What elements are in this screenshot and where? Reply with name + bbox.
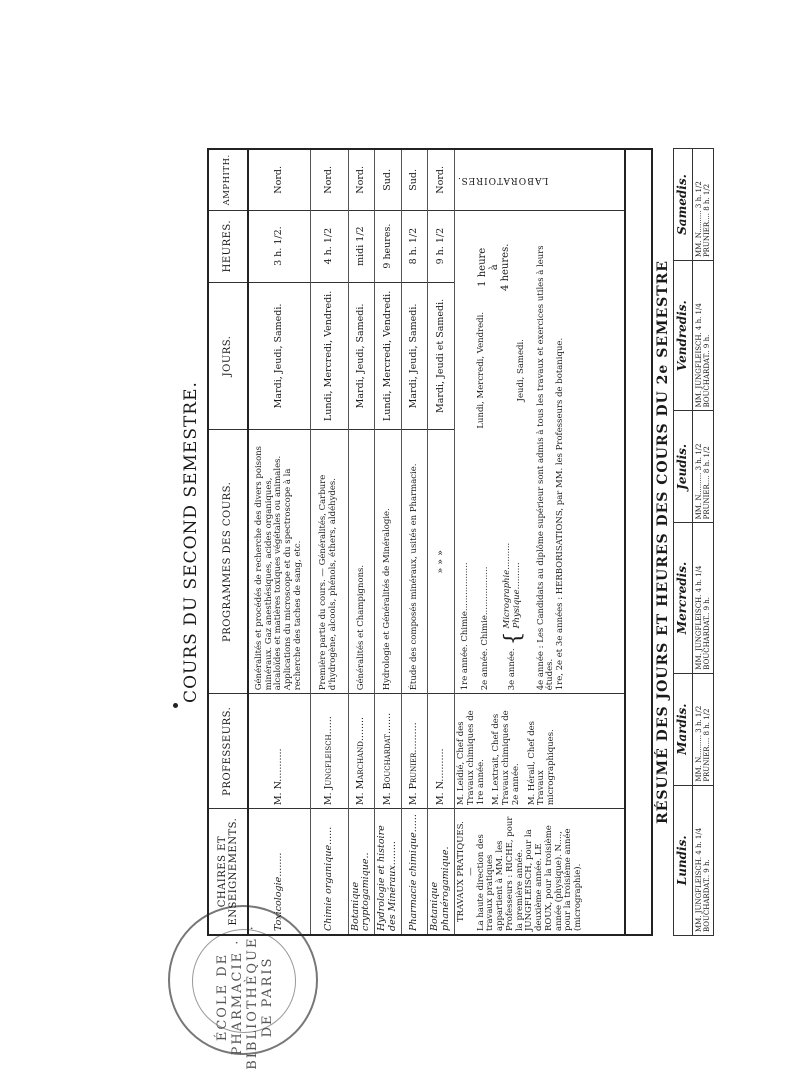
resume-line: MM. N.......... 3 h. 1/2 xyxy=(694,705,703,782)
tp-jours-2: Jeudi, Samedi. xyxy=(515,339,526,402)
tp-program-3b: Physique.......... xyxy=(512,562,523,629)
table-row xyxy=(402,150,428,934)
rotated-schedule xyxy=(175,148,711,936)
cell-chaire: Botanique cryptogamique.. xyxy=(348,809,375,934)
tp-title: TRAVAUX PRATIQUES. xyxy=(456,821,467,922)
resume-subline: PRUNIER.... 8 h. 1/2 xyxy=(702,708,711,782)
cell-programme: » » » xyxy=(428,430,455,694)
table-row xyxy=(428,150,455,934)
resume-cell xyxy=(692,523,713,673)
cell-professeur: M. N........... xyxy=(428,694,455,809)
header-jours: JOURS. xyxy=(209,282,248,430)
day-vendredi: Vendredis. xyxy=(674,261,693,411)
stamp-text: ÉCOLE DE PHARMACIE · BIBLIOTHÈQUE · DE PARIS xyxy=(215,924,275,1070)
cell-programme: Hydrologie et Généralités de Minéralogie. xyxy=(375,430,402,694)
cell-amphith: Nord. xyxy=(348,150,375,210)
resume-line: MM. N.......... 3 h. 1/2 xyxy=(694,181,703,258)
resume-line: MM. N.......... 3 h. 1/2 xyxy=(694,443,703,520)
tp-program-5: 1re, 2e et 3e années : HERBORISATIONS, par MM. les Professeurs de botanique. xyxy=(555,337,566,691)
cell-jours: Lundi, Mercredi, Vendredi. xyxy=(375,282,402,430)
page-title: COURS DU SECOND SEMESTRE. xyxy=(181,381,201,703)
resume-line: MM. JUNGFLEISCH. 4 h. 1/4 xyxy=(694,827,703,932)
resume-subline: BOUCHARDAT.. 9 h. xyxy=(702,334,711,408)
cell-heures: 3 h. 1/2. xyxy=(248,210,310,282)
resume-cell xyxy=(692,673,713,785)
cell-tp-professeurs xyxy=(455,694,625,809)
header-programmes: PROGRAMMES DES COURS. xyxy=(209,430,248,694)
tp-program-1: 1re année. Chimie.................. xyxy=(460,562,471,691)
cell-programme: Généralités et procédés de recherche des divers poisons minéraux. Gaz anesthésiques, acides organiques, alcaloïdes et matières toxiques végétales ou animales. Applications du microscope et du spectroscope à la recherche des taches de sang, etc. xyxy=(248,430,310,694)
cell-tp-amphith xyxy=(455,150,625,210)
tp-prof-1: M. Leidié, Chef des Travaux chimiques de 1re année. xyxy=(456,710,486,806)
table-row xyxy=(248,150,310,934)
cell-heures: 9 h. 1/2 xyxy=(428,210,455,282)
laboratoires-label: LABORATOIRES. xyxy=(457,175,549,186)
tp-program-block xyxy=(457,214,527,691)
cell-jours: Mardi, Jeudi, Samedi. xyxy=(402,282,428,430)
cell-professeur: M. Marchand........ xyxy=(348,694,375,809)
resume-subline: BOUCHARDAT.. 9 h. xyxy=(702,596,711,670)
cell-professeur: M. Jungfleisch...... xyxy=(310,694,348,809)
resume-days-row xyxy=(674,149,693,936)
cell-heures: 9 heures. xyxy=(375,210,402,282)
tp-program-3-label: 3e année. xyxy=(507,648,518,691)
cell-amphith: Sud. xyxy=(375,150,402,210)
cell-professeur: M. N........... xyxy=(248,694,310,809)
cell-amphith: Sud. xyxy=(402,150,428,210)
tp-program-3 xyxy=(501,440,526,690)
travaux-pratiques-row xyxy=(455,150,625,934)
header-professeurs: PROFESSEURS. xyxy=(209,694,248,809)
resume-title: RÉSUMÉ DES JOURS ET HEURES DES COURS DU 2e SEMESTRE xyxy=(655,260,671,824)
cell-programme: Étude des composés minéraux, usités en Pharmacie. xyxy=(402,430,428,694)
resume-cell xyxy=(692,261,713,411)
cell-chaire: Botanique phanérogamique. xyxy=(428,809,455,934)
cell-jours: Mardi, Jeudi et Samedi. xyxy=(428,282,455,430)
cell-programme: Généralités et Champignons. xyxy=(348,430,375,694)
cell-amphith: Nord. xyxy=(428,150,455,210)
brace-icon: { xyxy=(500,631,526,646)
tp-jours-1: Lundi, Mercredi, Vendredi. xyxy=(476,311,487,429)
tp-program-3-lines xyxy=(503,543,523,629)
resume-subline: PRUNIER.... 8 h. 1/2 xyxy=(702,446,711,520)
tp-direction-text: La haute direction des travaux pratiques appartient à MM. les Professeurs : RICHE, pour la première année. JUNGFLEISCH, pour la deuxième année. LE ROUX, pour la troisième année (physique). N...., pour la troisième année (micrographie). xyxy=(475,816,584,931)
cell-jours: Mardi, Jeudi, Samedi. xyxy=(348,282,375,430)
cell-jours: Mardi, Jeudi, Samedi. xyxy=(248,282,310,430)
cell-chaire: Toxicologie........ xyxy=(248,809,310,934)
cell-professeur: M. Bouchardat....... xyxy=(375,694,402,809)
tp-program-4: 4e année : Les Candidats au diplôme supérieur sont admis à tous les travaux et exercices utiles à leurs études. xyxy=(535,245,556,691)
cell-programme: Première partie du cours. — Généralités, Carbure d'hydrogène, alcools, phénols, éthers, aldéhydes. xyxy=(310,430,348,694)
day-mercredi: Mercredis. xyxy=(674,523,693,673)
cell-heures: 8 h. 1/2 xyxy=(402,210,428,282)
header-heures: HEURES. xyxy=(209,210,248,282)
resume-table-wrap xyxy=(673,148,714,936)
day-lundi: Lundis. xyxy=(674,785,693,935)
schedule-table xyxy=(209,150,626,934)
tp-program-2: 2e année. Chimie.................. xyxy=(479,566,490,691)
tp-heures-3: 4 heures. xyxy=(500,243,512,291)
tp-heures xyxy=(457,234,527,300)
cell-chaire: Hydrologie et histoire des Minéraux........ xyxy=(375,809,402,934)
resume-subline: BOUCHARDAT.. 9 h. xyxy=(702,859,711,932)
tp-program-3a: Micrographie.......... xyxy=(502,542,513,629)
cell-tp-programme xyxy=(455,210,625,694)
cell-chaire: Chimie organique...... xyxy=(310,809,348,934)
table-row xyxy=(375,150,402,934)
header-row xyxy=(209,150,248,934)
resume-cell xyxy=(692,149,713,261)
resume-cell xyxy=(692,785,713,935)
tp-program-list xyxy=(457,440,527,690)
header-chaires: CHAIRES ET ENSEIGNEMENTS. xyxy=(209,809,248,934)
tp-jours xyxy=(457,300,527,440)
schedule-table-frame xyxy=(207,148,653,936)
tp-prof-3: M. Hérail, Chef des Travaux micrographiques. xyxy=(526,720,557,806)
cell-amphith: Nord. xyxy=(248,150,310,210)
resume-cells-row xyxy=(692,149,713,936)
table-row xyxy=(348,150,375,934)
day-samedi: Samedis. xyxy=(674,149,693,261)
cell-heures: midi 1/2 xyxy=(348,210,375,282)
day-mardi: Mardis. xyxy=(674,673,693,785)
table-row xyxy=(310,150,348,934)
day-jeudi: Jeudis. xyxy=(674,411,693,523)
tp-heures-2: à xyxy=(488,264,500,271)
cell-tp-chaire xyxy=(455,809,625,934)
cell-amphith: Nord. xyxy=(310,150,348,210)
tp-dash: — xyxy=(465,867,476,876)
resume-subline: PRUNIER.... 8 h. 1/2 xyxy=(702,183,711,258)
cell-jours: Lundi, Mercredi, Vendredi. xyxy=(310,282,348,430)
header-amphith: AMPHITH. xyxy=(209,150,248,210)
resume-table xyxy=(673,148,714,936)
tp-prof-2: M. Lextrait, Chef des Travaux chimiques de 2e année. xyxy=(491,710,521,806)
resume-line: MM. JUNGFLEISCH. 4 h. 1/4 xyxy=(694,303,703,408)
cell-heures: 4 h. 1/2 xyxy=(310,210,348,282)
tp-heures-1: 1 heure xyxy=(477,247,489,287)
resume-line: MM. JUNGFLEISCH. 4 h. 1/4 xyxy=(694,565,703,670)
cell-professeur: M. Prunier.......... xyxy=(402,694,428,809)
resume-cell xyxy=(692,411,713,523)
cell-chaire: Pharmacie chimique...... xyxy=(402,809,428,934)
